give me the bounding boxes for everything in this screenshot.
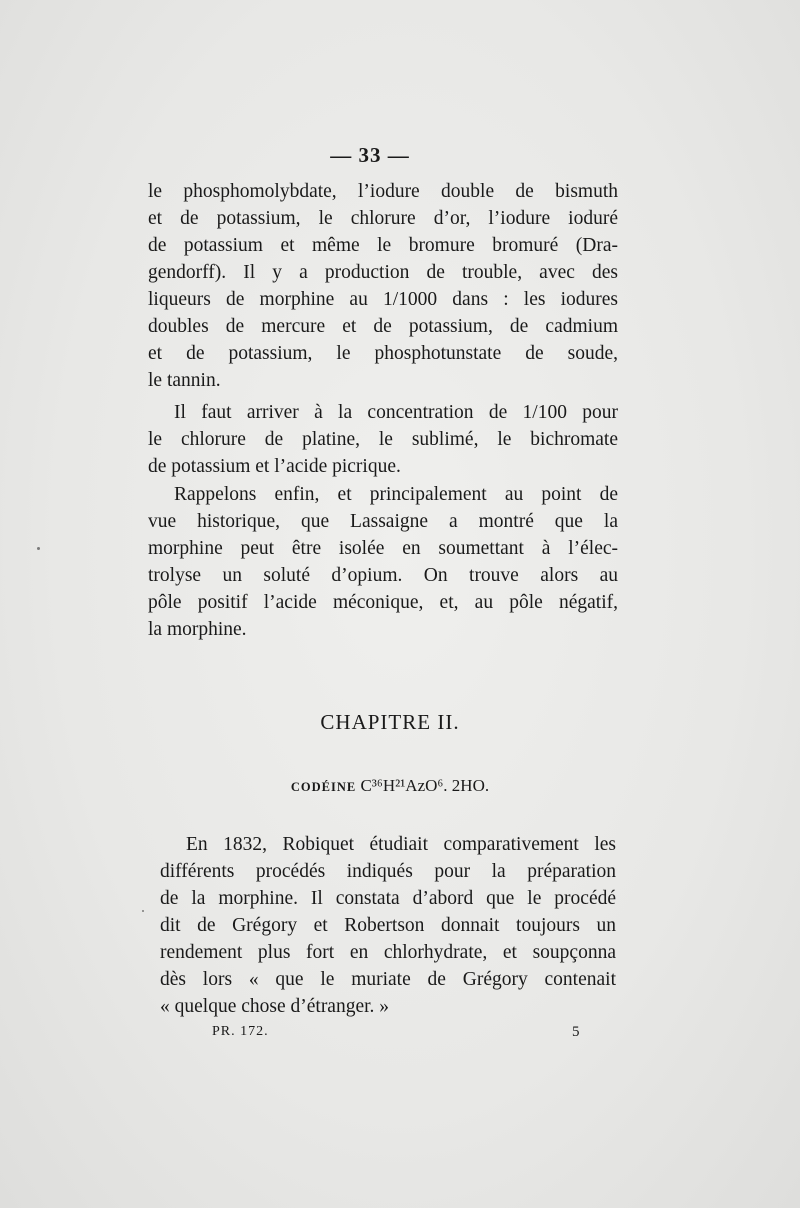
text-line: trolyse un soluté d’opium. On trouve alors au: [148, 565, 618, 586]
paragraph-1: [148, 178, 618, 394]
chapter-subtitle: [0, 776, 780, 796]
footer-sheet-number: 5: [572, 1024, 580, 1040]
chapter-title: CHAPITRE II.: [320, 710, 460, 734]
text-line: En 1832, Robiquet étudiait comparativement les: [186, 834, 616, 855]
chapter-paragraph: [160, 831, 616, 1020]
text-line: le chlorure de platine, le sublimé, le bichromate: [148, 429, 618, 450]
text-line: morphine peut être isolée en soumettant à l’élec-: [148, 538, 618, 559]
text-line: de potassium et même le bromure bromuré (Dra-: [148, 235, 618, 256]
text-line: le phosphomolybdate, l’iodure double de bismuth: [148, 181, 618, 202]
paragraph-3: [148, 481, 618, 643]
page-number: — 33 —: [330, 143, 410, 167]
text-line: Rappelons enfin, et principalement au point de: [174, 484, 618, 505]
text-line: et de potassium, le chlorure d’or, l’iodure ioduré: [148, 208, 618, 229]
text-line: rendement plus fort en chlorhydrate, et soupçonna: [160, 942, 616, 963]
paper-speck: [142, 910, 144, 912]
text-line: différents procédés indiqués pour la préparation: [160, 861, 616, 882]
paragraph-2: [148, 399, 618, 480]
text-line: de la morphine. Il constata d’abord que le procédé: [160, 888, 616, 909]
text-line: doubles de mercure et de potassium, de cadmium: [148, 316, 618, 337]
subtitle-name: CODÉINE: [290, 780, 357, 794]
footer-signature: PR. 172.: [212, 1024, 269, 1039]
text-line: le tannin.: [148, 370, 221, 391]
text-line: Il faut arriver à la concentration de 1/100 pour: [174, 402, 618, 423]
text-line: dès lors « que le muriate de Grégory contenait: [160, 969, 616, 990]
text-line: et de potassium, le phosphotunstate de soude,: [148, 343, 618, 364]
text-line: liqueurs de morphine au 1/1000 dans : les iodures: [148, 289, 618, 310]
text-line: la morphine.: [148, 619, 247, 640]
text-line: dit de Grégory et Robertson donnait toujours un: [160, 915, 616, 936]
text-line: « quelque chose d’étranger. »: [160, 996, 390, 1017]
subtitle-formula: C³⁶H²¹AzO⁶. 2HO.: [360, 776, 490, 795]
text-line: pôle positif l’acide méconique, et, au pôle négatif,: [148, 592, 618, 613]
paper-speck: [37, 547, 40, 550]
text-line: gendorff). Il y a production de trouble, avec des: [148, 262, 618, 283]
text-line: vue historique, que Lassaigne a montré que la: [148, 511, 618, 532]
text-line: de potassium et l’acide picrique.: [148, 456, 401, 477]
